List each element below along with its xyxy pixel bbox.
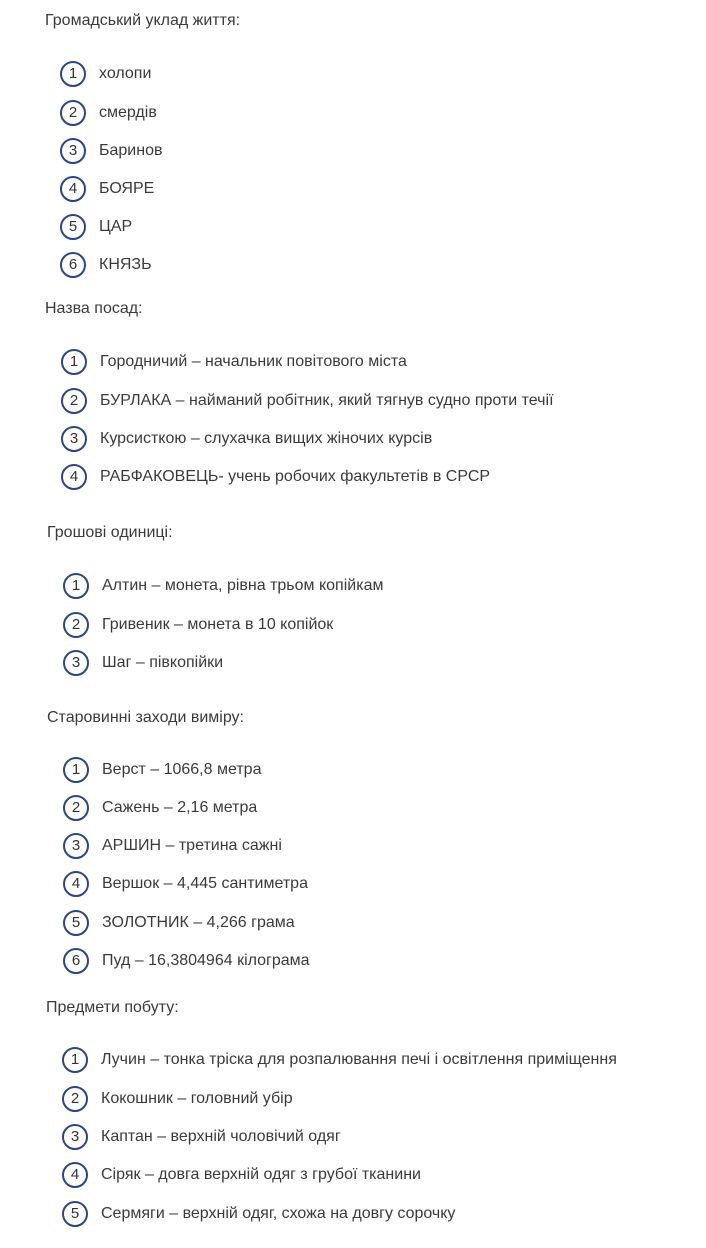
list-item-text: Лучин – тонка тріска для розпалювання печі і освітлення приміщення <box>101 1051 617 1068</box>
number-badge: 3 <box>63 833 89 859</box>
list-item-text: БУРЛАКА – найманий робітник, який тягнув судно проти течії <box>100 392 554 409</box>
number-badge: 6 <box>63 948 89 974</box>
number-badge: 4 <box>60 176 86 202</box>
number-badge: 1 <box>63 573 89 599</box>
list-item-text: Шаг – півкопійки <box>102 654 224 671</box>
number-badge: 2 <box>63 795 89 821</box>
number-badge: 5 <box>60 214 86 240</box>
number-badge: 2 <box>61 388 87 414</box>
list-item-text: Сермяги – верхній одяг, схожа на довгу сорочку <box>101 1205 456 1222</box>
number-badge: 1 <box>60 61 86 87</box>
number-badge: 3 <box>62 1124 88 1150</box>
list-item-text: Баринов <box>99 142 163 159</box>
list-item-text: Гривеник – монета в 10 копійок <box>102 616 334 633</box>
number-badge: 2 <box>60 100 86 126</box>
list-item-text: Каптан – верхній чоловічий одяг <box>101 1128 341 1145</box>
list-item-text: РАБФАКОВЕЦЬ- учень робочих факультетів в СРСР <box>100 468 491 485</box>
list-item-text: Сажень – 2,16 метра <box>102 799 258 816</box>
number-badge: 6 <box>60 252 86 278</box>
number-badge: 5 <box>63 910 89 936</box>
list-item-text: ЦАР <box>99 218 133 235</box>
list-item-text: Курсисткою – слухачка вищих жіночих курсів <box>100 430 433 447</box>
list-item-text: холопи <box>99 65 152 82</box>
list-item-text: Сіряк – довга верхній одяг з грубої тканини <box>101 1166 421 1183</box>
number-badge: 3 <box>61 426 87 452</box>
list-item-text: Верст – 1066,8 метра <box>102 761 262 778</box>
number-badge: 5 <box>62 1201 88 1227</box>
number-badge: 2 <box>62 1086 88 1112</box>
number-badge: 2 <box>63 612 89 638</box>
list-item-text: Вершок – 4,445 сантиметра <box>102 875 308 892</box>
number-badge: 4 <box>63 871 89 897</box>
section-title: Предмети побуту: <box>46 999 179 1016</box>
list-item-text: смердів <box>99 104 157 121</box>
section-title: Грошові одиниці: <box>47 524 173 541</box>
list-item-text: БОЯРЕ <box>99 180 155 197</box>
list-item-text: Городничий – начальник повітового міста <box>100 353 407 370</box>
section-title: Громадський уклад життя: <box>45 12 241 29</box>
list-item-text: АРШИН – третина сажні <box>102 837 282 854</box>
section-title: Назва посад: <box>45 300 143 317</box>
number-badge: 4 <box>62 1162 88 1188</box>
list-item-text: Пуд – 16,3804964 кілограма <box>102 952 310 969</box>
list-item-text: КНЯЗЬ <box>99 256 152 273</box>
list-item-text: Кокошник – головний убір <box>101 1090 293 1107</box>
section-title: Старовинні заходи виміру: <box>47 709 244 726</box>
number-badge: 1 <box>63 757 89 783</box>
list-item-text: ЗОЛОТНИК – 4,266 грама <box>102 914 295 931</box>
list-item-text: Алтин – монета, рівна трьом копійкам <box>102 577 384 594</box>
number-badge: 1 <box>62 1047 88 1073</box>
number-badge: 3 <box>63 650 89 676</box>
number-badge: 4 <box>61 464 87 490</box>
number-badge: 1 <box>61 349 87 375</box>
number-badge: 3 <box>60 138 86 164</box>
